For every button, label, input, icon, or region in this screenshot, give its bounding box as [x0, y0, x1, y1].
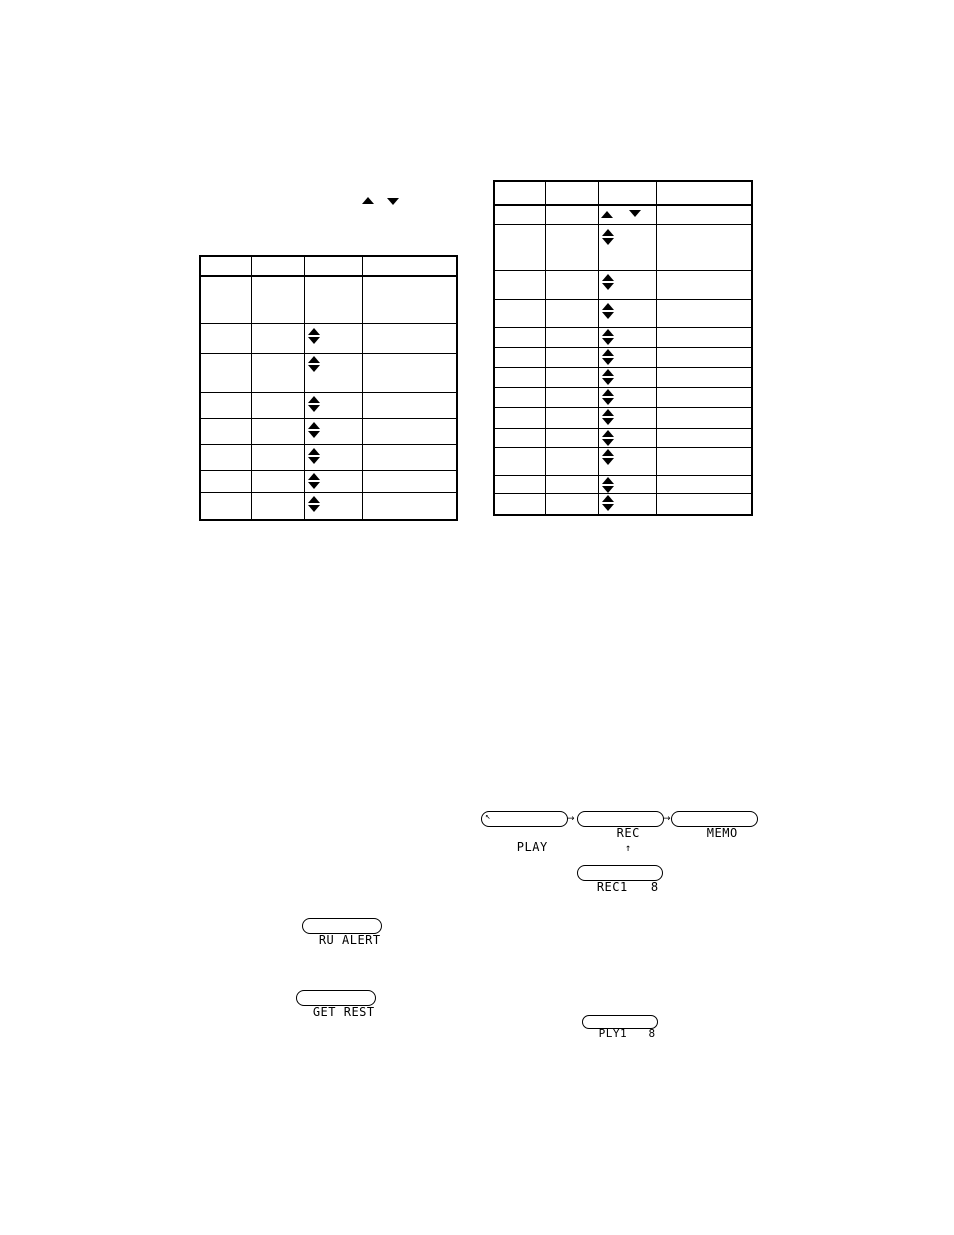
up-down-arrow-icon — [601, 369, 615, 387]
intro-up-arrow-icon — [362, 197, 374, 204]
lcd-ru-alert-label: RU ALERT — [318, 933, 381, 947]
up-down-arrow-icon — [601, 449, 615, 467]
table-row — [494, 428, 752, 447]
table-row — [494, 493, 752, 515]
lcd-play — [481, 811, 568, 854]
intro-down-arrow-icon — [387, 198, 399, 205]
up-down-arrow-icon — [307, 448, 321, 466]
up-down-arrow-icon — [601, 303, 615, 321]
up-down-arrow-icon — [601, 329, 615, 347]
table-row — [200, 444, 457, 470]
lcd-get-rest — [296, 990, 376, 1019]
up-down-arrow-icon — [601, 389, 615, 407]
corner-tick-icon: ↖ — [485, 812, 491, 822]
up-down-arrow-icon — [307, 328, 321, 346]
lcd-memo — [671, 811, 758, 840]
up-down-arrow-icon — [307, 422, 321, 440]
up-down-arrow-icon — [307, 496, 321, 514]
lcd-rec-label: REC — [616, 826, 640, 840]
table-row — [200, 256, 457, 276]
table-row — [200, 323, 457, 353]
table-row — [494, 205, 752, 224]
up-down-arrow-icon — [307, 356, 321, 374]
table-row — [494, 224, 752, 270]
up-tick-icon: ↑ — [624, 843, 632, 854]
lcd-rec1-label: REC1 8 — [596, 880, 659, 894]
up-down-arrow-icon — [601, 495, 615, 513]
right-arrow-icon: → — [567, 814, 575, 824]
table-row — [494, 270, 752, 299]
up-down-arrow-icon — [307, 473, 321, 491]
right-arrow-icon: → — [663, 814, 671, 824]
table-row — [200, 470, 457, 492]
down-arrow-icon — [629, 210, 641, 217]
table-row — [494, 299, 752, 327]
lcd-ply1 — [582, 1015, 658, 1040]
table-row — [200, 492, 457, 520]
up-down-arrow-icon — [307, 396, 321, 414]
table-row — [494, 475, 752, 493]
up-down-arrow-icon — [601, 349, 615, 367]
table-row — [494, 181, 752, 205]
up-down-arrow-icon — [601, 229, 615, 247]
up-arrow-icon — [601, 211, 613, 218]
lcd-rec — [577, 811, 664, 854]
table-row — [200, 276, 457, 323]
table-row — [494, 347, 752, 367]
lcd-ply1-label: PLY1 8 — [598, 1027, 656, 1040]
table-row — [494, 367, 752, 387]
table-row — [494, 327, 752, 347]
right-table — [493, 180, 753, 516]
table-row — [494, 407, 752, 428]
up-down-arrow-icon — [601, 477, 615, 495]
up-down-arrow-icon — [601, 430, 615, 448]
table-row — [494, 447, 752, 475]
table-row — [200, 353, 457, 392]
lcd-memo-label: MEMO — [706, 826, 738, 840]
lcd-ru-alert — [302, 918, 382, 947]
up-down-arrow-icon — [601, 274, 615, 292]
lcd-rec1 — [577, 865, 663, 894]
lcd-play-label: PLAY — [516, 840, 548, 854]
table-row — [200, 418, 457, 444]
left-table — [199, 255, 458, 521]
table-row — [494, 387, 752, 407]
table-row — [200, 392, 457, 418]
up-down-arrow-icon — [601, 409, 615, 427]
lcd-get-rest-label: GET REST — [312, 1005, 375, 1019]
